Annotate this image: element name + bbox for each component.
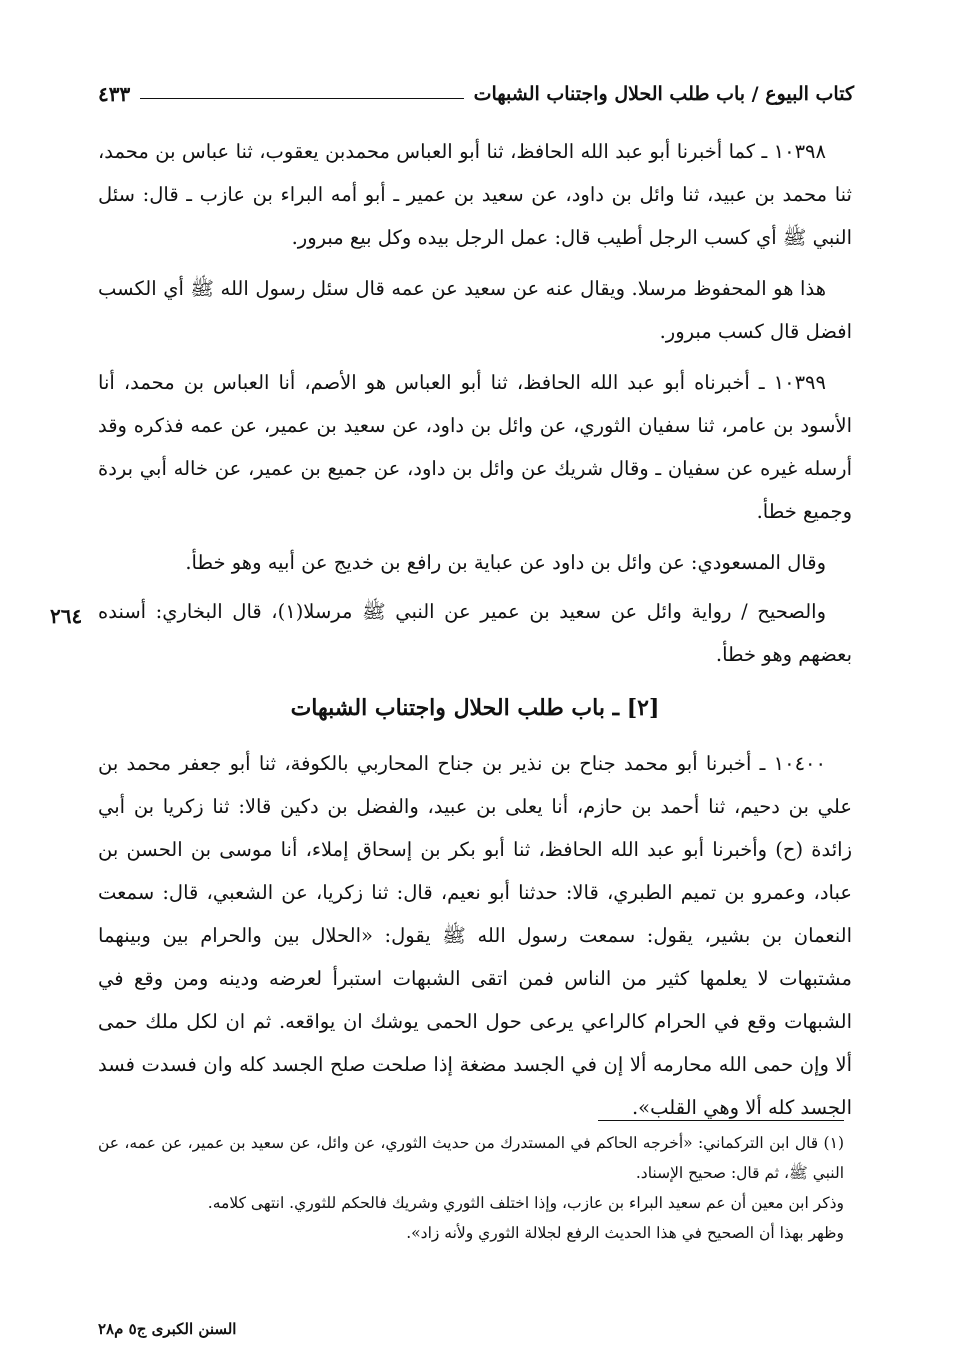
hadith-10398: ١٠٣٩٨ ـ كما أخبرنا أبو عبد الله الحافظ، ثنا أبو العباس محمدبن يعقوب، ثنا عباس بن محمد، ثنا محمد بن عبيد، ثنا وائل بن داود، عن سعيد بن عمير ـ أبو أمه البراء بن عازب ـ قال: سئل النبي ﷺ أي كسب الرجل أطيب قال: عمل الرجل بيده وكل بيع مبرور. [98,140,852,249]
page-number: ٤٣٣ [98,82,131,106]
footnote-conclusion: وظهر بهذا أن الصحيح في هذا الحديث الرفع لجلالة الثوري ولأنه زاد». [406,1224,844,1242]
margin-page-number: ٢٦٤ [50,604,83,628]
hadith-10400: ١٠٤٠٠ ـ أخبرنا أبو محمد جناح بن نذير بن جناح المحاربي بالكوفة، ثنا أبو جعفر محمد بن علي بن دحيم، ثنا أحمد بن حازم، أنا يعلى بن عبيد، والفضل بن دكين قالا: ثنا زكريا بن أبي زائدة (ح) وأخبرنا أبو عبد الله الحافظ، ثنا أبو بكر بن إسحاق إملاء، أنا موسى بن الحسن بن عباد، وعمرو بن تميم الطبري، قالا: حدثنا أبو نعيم، قال: ثنا زكريا، عن الشعبي، قال: سمعت النعمان بن بشير، يقول: سمعت رسول الله ﷺ يقول: «الحلال بين والحرام بين وبينهما مشتبهات لا يعلمها كثير من الناس فمن اتقى الشبهات استبرأ لعرضه ودينه ومن وقع في الشبهات وقع في الحرام كالراعي يرعى حول الحمى يوشك ان يواقعه. ثم ان لكل ملك حمى ألا وإن حمى الله محارمه ألا إن في الجسد مضغة إذا صلحت صلح الجسد كله وان فسدت فسد الجسد كله ألا وهي القلب». [98,752,852,1119]
signature-mark: السنن الكبرى ج٥ م٢٨ [98,1320,237,1338]
running-title: كتاب البيوع / باب طلب الحلال واجتناب الشبهات [473,83,854,105]
commentary-paragraph: هذا هو المحفوظ مرسلا. ويقال عنه عن سعيد عن عمه قال سئل رسول الله ﷺ أي الكسب افضل قال كسب مبرور. [98,277,852,343]
section-heading: [٢] ـ باب طلب الحلال واجتناب الشبهات [290,695,660,721]
sahih-note: والصحيح / رواية وائل عن سعيد بن عمير عن النبي ﷺ مرسلا(١)، قال البخاري: أسنده بعضهم وهو خطأ. [98,600,852,666]
footnote-divider [598,1120,844,1121]
masudi-note: وقال المسعودي: عن وائل بن داود عن عباية بن رافع بن خديج عن أبيه وهو خطأ. [185,551,826,574]
footnote-1: (١) قال ابن التركماني: «أخرجه الحاكم في المستدرك من حديث الثوري، عن وائل، عن سعيد بن عمير، عن عمه، عن النبي ﷺ، ثم قال: صحيح الإسناد. [98,1134,844,1182]
hadith-10399: ١٠٣٩٩ ـ أخبرناه أبو عبد الله الحافظ، ثنا أبو العباس هو الأصم، أنا العباس بن محمد، أنا الأسود بن عامر، ثنا سفيان الثوري، عن وائل بن داود، عن سعيد بن عمير، عن عمه فذكره وقد أرسله غيره عن سفيان ـ وقال شريك عن وائل بن داود، عن جميع بن عمير، عن خاله أبي بردة وجميع خطأ. [98,371,852,523]
footnote-continuation: وذكر ابن معين أن عم سعيد البراء بن عازب، وإذا اختلف الثوري وشريك فالحكم للثوري. انتهى كلامه. [207,1194,844,1212]
footnotes [98,1128,844,1248]
header-rule [140,98,463,99]
running-header [98,74,854,114]
main-text [98,130,852,1137]
